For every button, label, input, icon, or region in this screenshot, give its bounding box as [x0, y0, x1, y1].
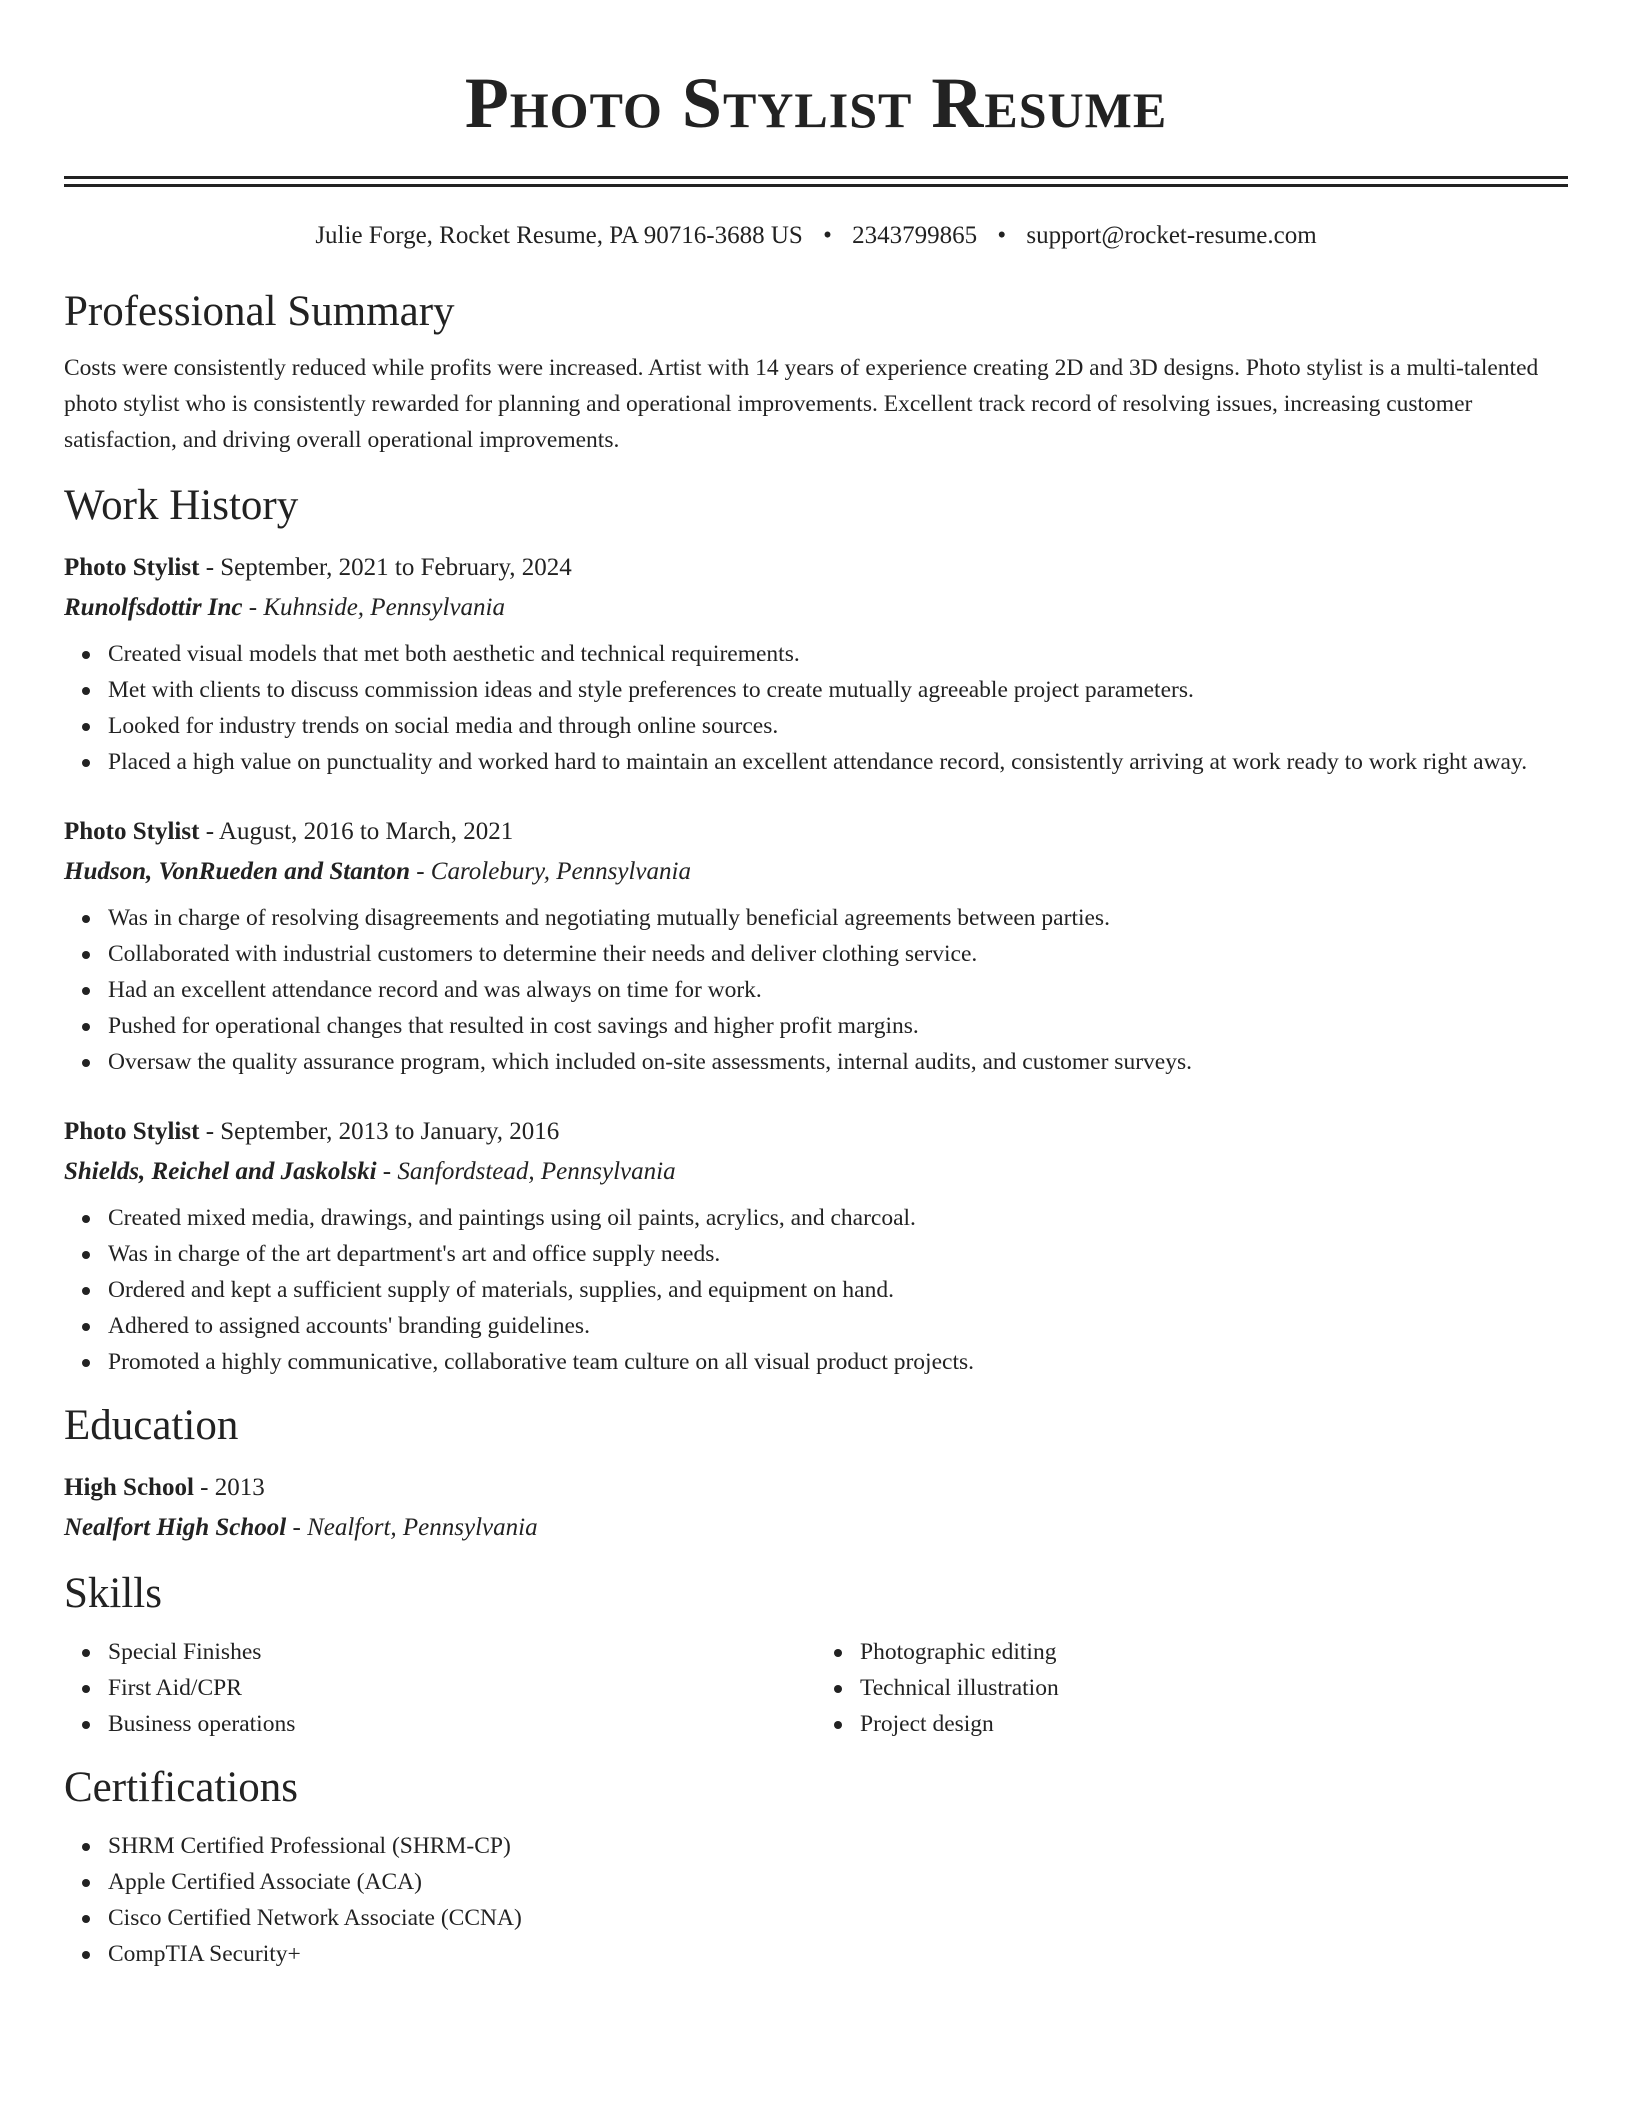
job-bullets — [64, 1200, 1568, 1380]
job-bullet: Created visual models that met both aesthetic and technical requirements. — [108, 636, 1568, 672]
job-title: Photo Stylist — [64, 818, 200, 845]
job-entry — [64, 548, 1568, 780]
job-bullet: Looked for industry trends on social media and through online sources. — [108, 708, 1568, 744]
job-company: Shields, Reichel and Jaskolski — [64, 1158, 377, 1185]
job-location: - Carolebury, Pennsylvania — [409, 858, 691, 885]
title-divider — [64, 176, 1568, 187]
education-entry — [64, 1468, 1568, 1548]
job-bullet: Pushed for operational changes that resulted in cost savings and higher profit margins. — [108, 1008, 1568, 1044]
job-bullet: Oversaw the quality assurance program, which included on-site assessments, internal audits, and customer surveys. — [108, 1044, 1568, 1080]
summary-heading: Professional Summary — [64, 288, 455, 335]
job-bullet: Collaborated with industrial customers to determine their needs and deliver clothing service. — [108, 936, 1568, 972]
certification-item: Apple Certified Associate (ACA) — [108, 1864, 1568, 1900]
education-degree: High School — [64, 1474, 194, 1501]
skill-item: First Aid/CPR — [108, 1670, 816, 1706]
contact-address: Julie Forge, Rocket Resume, PA 90716-3688 US — [315, 222, 803, 249]
job-bullet: Adhered to assigned accounts' branding guidelines. — [108, 1308, 1568, 1344]
job-company-line — [64, 1152, 1568, 1192]
certification-item: CompTIA Security+ — [108, 1936, 1568, 1972]
skill-item: Technical illustration — [860, 1670, 1568, 1706]
job-entry — [64, 812, 1568, 1080]
certifications-heading: Certifications — [64, 1764, 299, 1811]
job-entry — [64, 1112, 1568, 1380]
certifications-list — [64, 1828, 1568, 1972]
job-header — [64, 1112, 1568, 1152]
skills-columns — [64, 1634, 1568, 1742]
job-bullet: Was in charge of the art department's art and office supply needs. — [108, 1236, 1568, 1272]
job-bullet: Had an excellent attendance record and was always on time for work. — [108, 972, 1568, 1008]
job-bullets — [64, 636, 1568, 780]
education-heading: Education — [64, 1402, 239, 1449]
contact-phone: 2343799865 — [852, 222, 978, 249]
job-title: Photo Stylist — [64, 1118, 200, 1145]
skills-list-left — [64, 1634, 816, 1742]
skills-heading: Skills — [64, 1570, 162, 1617]
skills-list-right — [816, 1634, 1568, 1742]
contact-separator: • — [823, 222, 832, 249]
education-school-line — [64, 1508, 1568, 1548]
job-dates: - August, 2016 to March, 2021 — [199, 818, 514, 845]
education-year: - 2013 — [193, 1474, 265, 1501]
work-history-heading: Work History — [64, 482, 299, 529]
job-company: Hudson, VonRueden and Stanton — [64, 858, 410, 885]
skill-item: Business operations — [108, 1706, 816, 1742]
page-title: Photo Stylist Resume — [464, 63, 1168, 143]
job-bullet: Was in charge of resolving disagreements and negotiating mutually beneficial agreements between parties. — [108, 900, 1568, 936]
job-title: Photo Stylist — [64, 554, 200, 581]
skill-item: Special Finishes — [108, 1634, 816, 1670]
summary-text: Costs were consistently reduced while profits were increased. Artist with 14 years of experience creating 2D and 3D designs. Photo stylist is a multi-talented photo stylist who is consistently rewarded for planning and operational improvements. Excellent track record of resolving issues, increasing customer satisfaction, and driving overall operational improvements. — [64, 355, 1539, 453]
contact-email: support@rocket-resume.com — [1026, 222, 1317, 249]
job-bullet: Placed a high value on punctuality and worked hard to maintain an excellent attendance record, consistently arriving at work ready to work right away. — [108, 744, 1568, 780]
job-header — [64, 548, 1568, 588]
contact-line — [64, 219, 1568, 253]
education-location: - Nealfort, Pennsylvania — [286, 1514, 538, 1541]
contact-separator: • — [997, 222, 1007, 249]
certification-item: Cisco Certified Network Associate (CCNA) — [108, 1900, 1568, 1936]
job-company: Runolfsdottir Inc — [64, 594, 243, 621]
certification-item: SHRM Certified Professional (SHRM-CP) — [108, 1828, 1568, 1864]
skill-item: Photographic editing — [860, 1634, 1568, 1670]
job-bullet: Met with clients to discuss commission ideas and style preferences to create mutually agreeable project parameters. — [108, 672, 1568, 708]
job-bullet: Promoted a highly communicative, collaborative team culture on all visual product projects. — [108, 1344, 1568, 1380]
job-dates: - September, 2021 to February, 2024 — [199, 554, 572, 581]
job-bullet: Created mixed media, drawings, and paintings using oil paints, acrylics, and charcoal. — [108, 1200, 1568, 1236]
job-dates: - September, 2013 to January, 2016 — [199, 1118, 560, 1145]
education-school: Nealfort High School — [64, 1514, 287, 1541]
job-header — [64, 812, 1568, 852]
job-bullets — [64, 900, 1568, 1080]
skill-item: Project design — [860, 1706, 1568, 1742]
job-company-line — [64, 588, 1568, 628]
job-location: - Kuhnside, Pennsylvania — [242, 594, 505, 621]
job-bullet: Ordered and kept a sufficient supply of materials, supplies, and equipment on hand. — [108, 1272, 1568, 1308]
education-header — [64, 1468, 1568, 1508]
job-company-line — [64, 852, 1568, 892]
job-location: - Sanfordstead, Pennsylvania — [376, 1158, 676, 1185]
